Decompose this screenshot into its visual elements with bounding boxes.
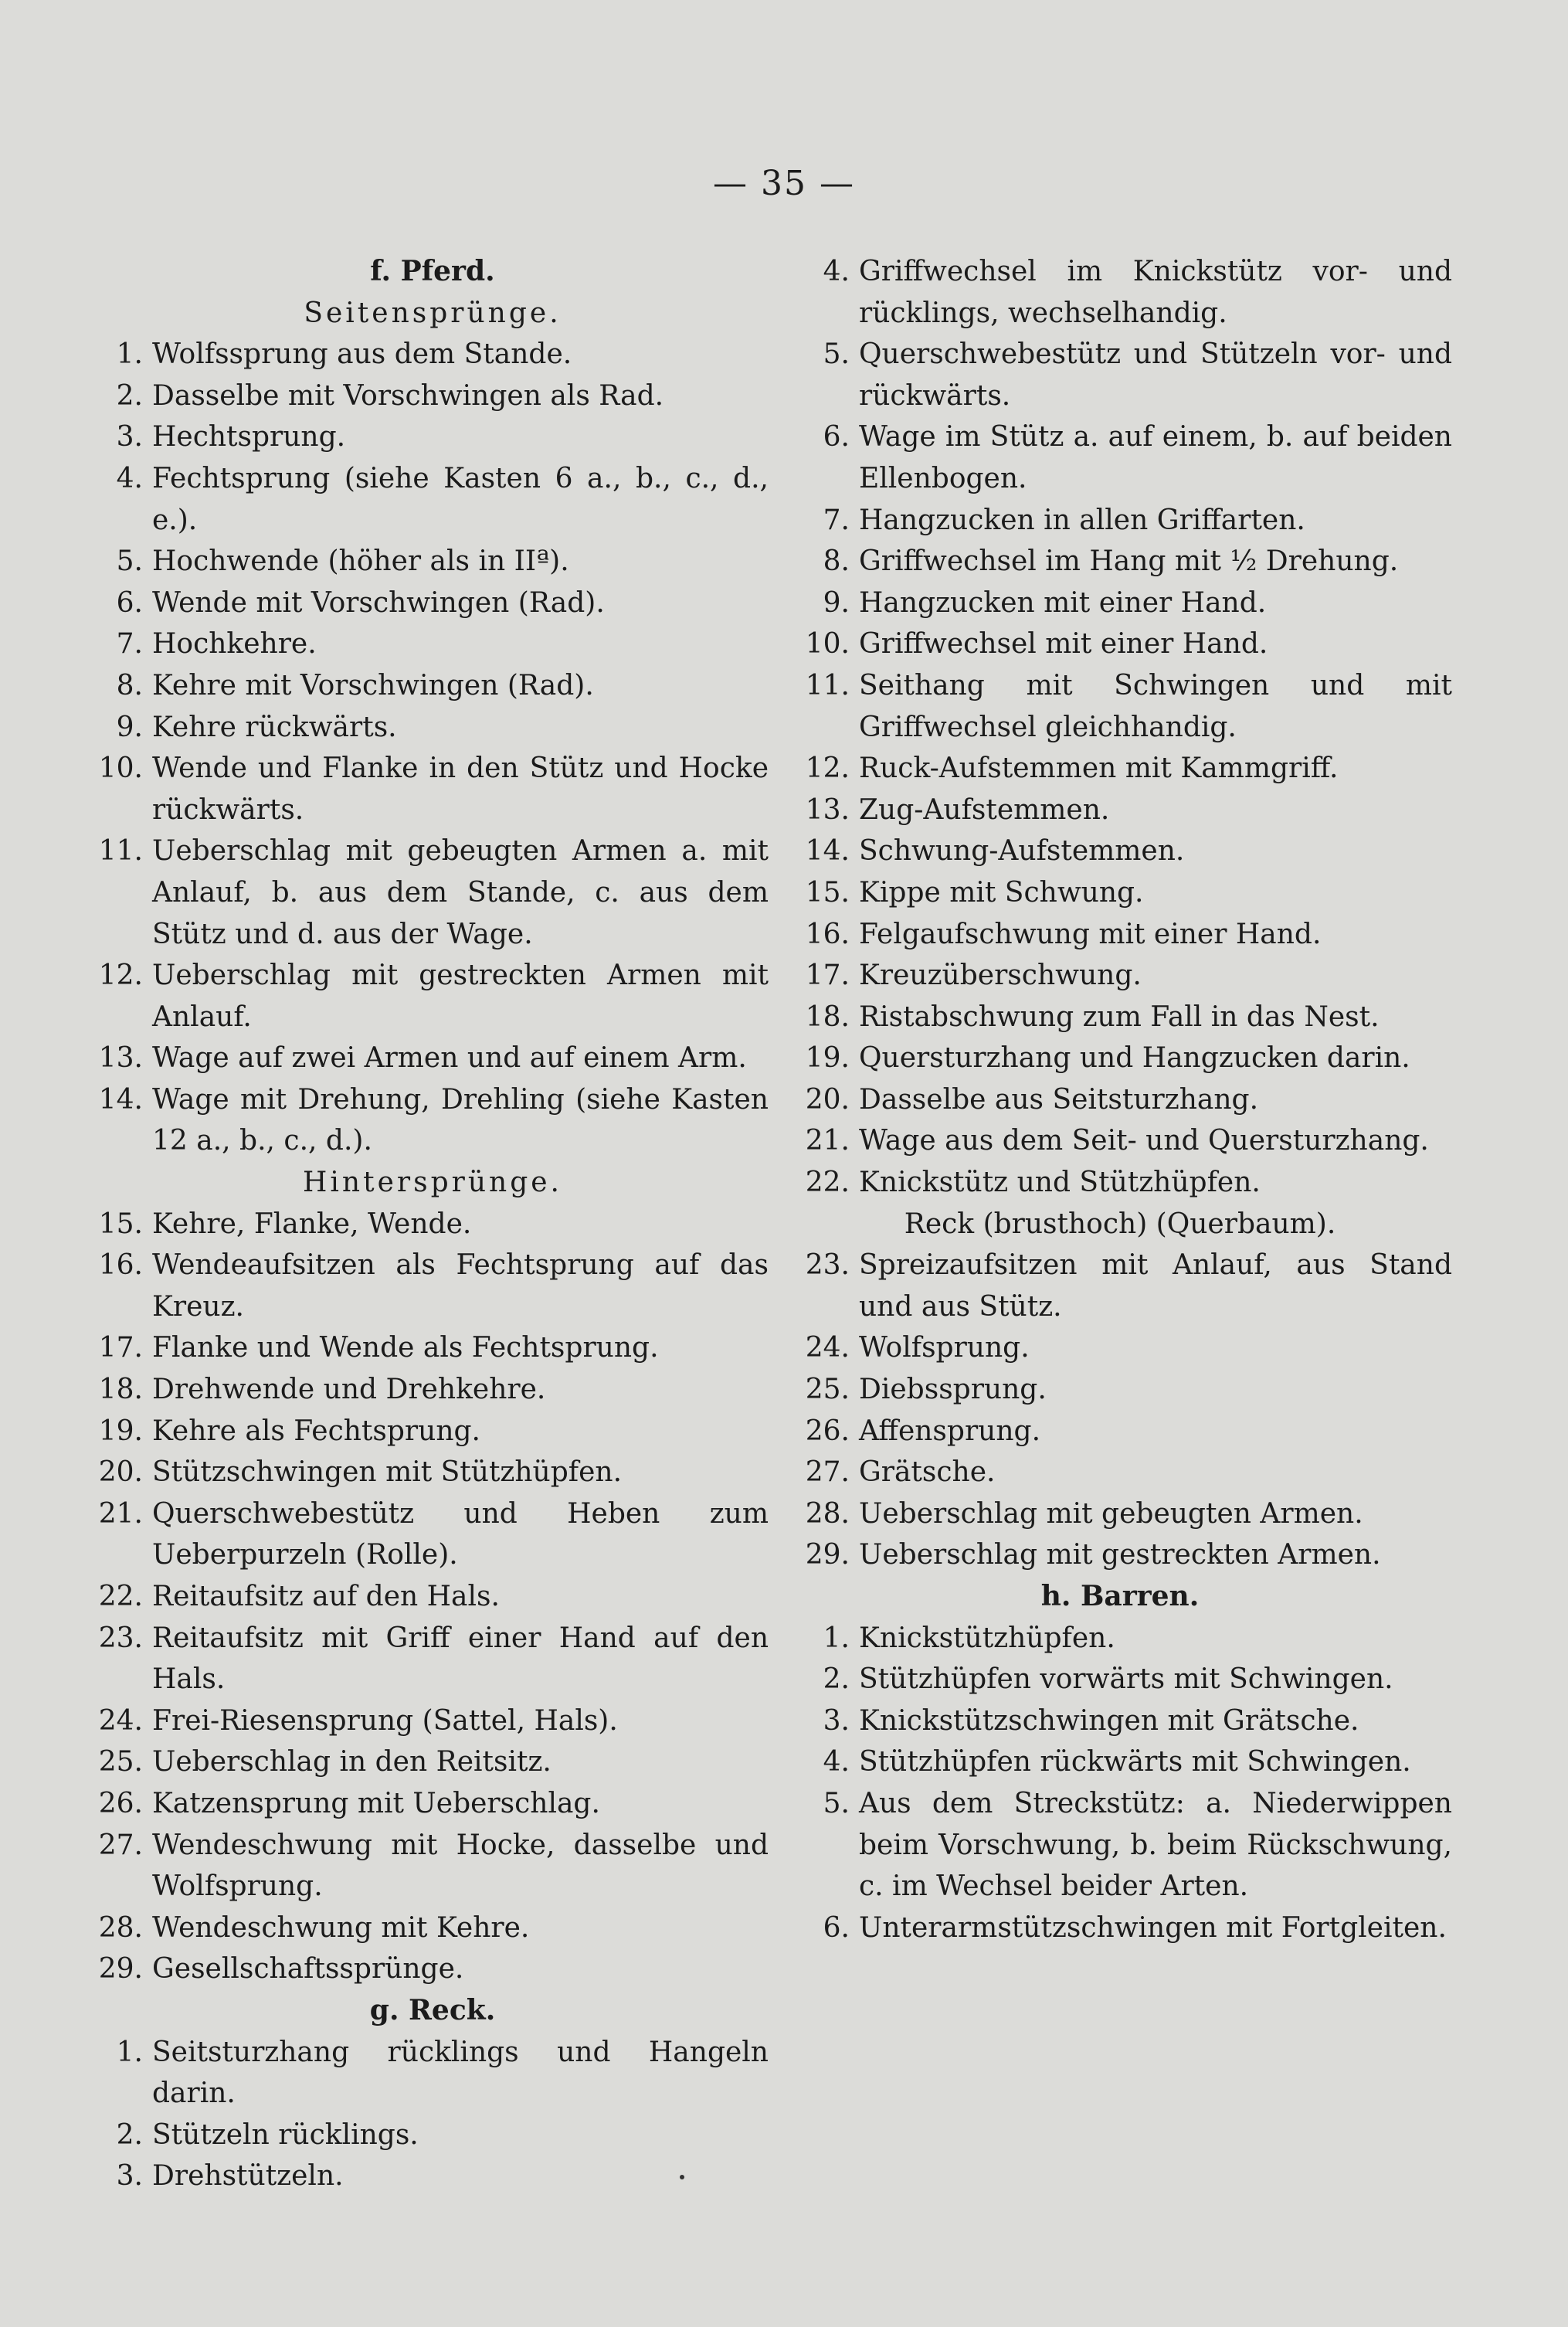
list-seitenspruenge xyxy=(97,334,769,1162)
item-number: 5. xyxy=(823,338,850,371)
list-item xyxy=(788,334,1452,416)
ink-dot xyxy=(680,2175,684,2179)
item-text: Seitsturzhang rücklings und Hangeln darin. xyxy=(152,2036,769,2110)
left-column xyxy=(97,251,769,2197)
item-number: 22. xyxy=(805,1167,850,1199)
item-number: 9. xyxy=(823,586,850,619)
item-number: 19. xyxy=(805,1042,850,1075)
list-item xyxy=(97,583,769,624)
item-number: 5. xyxy=(116,545,143,578)
list-item xyxy=(788,1907,1452,1949)
item-number: 14. xyxy=(98,1083,143,1116)
list-item xyxy=(97,458,769,541)
list-item xyxy=(788,955,1452,997)
item-number: 4. xyxy=(823,256,850,287)
item-text: Wage im Stütz a. auf einem, b. auf beiden Ellenbogen. xyxy=(859,421,1452,494)
list-item xyxy=(97,1948,769,1990)
item-number: 11. xyxy=(98,835,143,868)
list-item xyxy=(788,872,1452,914)
item-text: Fechtsprung (siehe Kasten 6 a., b., c., d., e.). xyxy=(152,462,769,536)
item-text: Ueberschlag in den Reitsitz. xyxy=(152,1746,552,1778)
item-number: 4. xyxy=(116,462,143,494)
item-number: 7. xyxy=(823,504,850,536)
list-item xyxy=(97,707,769,749)
list-item xyxy=(97,1700,769,1742)
list-item xyxy=(788,1493,1452,1535)
item-number: 28. xyxy=(805,1497,850,1530)
list-hinterspruenge xyxy=(97,1204,769,1990)
item-text: Hechtsprung. xyxy=(152,421,346,454)
item-text: Wage aus dem Seit- und Quersturzhang. xyxy=(859,1125,1429,1157)
list-item xyxy=(788,1369,1452,1411)
item-text: Zug-Aufstemmen. xyxy=(859,793,1110,826)
item-number: 3. xyxy=(823,1704,850,1737)
item-number: 18. xyxy=(98,1374,143,1406)
list-item xyxy=(97,541,769,583)
subheading-hinterspruenge: Hintersprünge. xyxy=(303,1167,562,1199)
list-item xyxy=(788,1038,1452,1079)
item-number: 15. xyxy=(98,1208,143,1240)
item-number: 13. xyxy=(805,793,850,826)
list-barren xyxy=(788,1618,1452,1949)
item-number: 22. xyxy=(98,1581,143,1612)
item-text: Ruck-Aufstemmen mit Kammgriff. xyxy=(859,752,1339,785)
item-number: 16. xyxy=(805,918,850,950)
item-text: Querschwebestütz und Stützeln vor- und rückwärts. xyxy=(859,338,1452,412)
list-item xyxy=(97,1783,769,1825)
item-number: 29. xyxy=(98,1953,143,1986)
item-number: 15. xyxy=(805,876,850,909)
item-text: Diebssprung. xyxy=(859,1374,1047,1406)
list-item xyxy=(97,1369,769,1411)
list-item xyxy=(788,665,1452,748)
item-text: Felgaufschwung mit einer Hand. xyxy=(859,918,1322,950)
item-text: Grätsche. xyxy=(859,1456,996,1489)
item-number: 9. xyxy=(116,711,143,743)
item-text: Aus dem Streckstütz: a. Niederwippen beim Vorschwung, b. beim Rückschwung, c. im Wechsel beider Arten. xyxy=(859,1787,1452,1903)
list-item xyxy=(97,1411,769,1452)
list-item xyxy=(788,914,1452,956)
item-text: Wendeschwung mit Kehre. xyxy=(152,1911,530,1944)
list-item xyxy=(788,1659,1452,1700)
item-text: Hangzucken in allen Griffarten. xyxy=(859,504,1305,536)
item-text: Ueberschlag mit gebeugten Armen. xyxy=(859,1497,1363,1530)
item-text: Dasselbe aus Seitsturzhang. xyxy=(859,1083,1259,1116)
item-number: 17. xyxy=(805,960,850,992)
list-item xyxy=(97,1452,769,1493)
item-text: Stützhüpfen vorwärts mit Schwingen. xyxy=(859,1663,1393,1696)
item-text: Wage auf zwei Armen und auf einem Arm. xyxy=(152,1042,747,1075)
item-text: Knickstütz und Stützhüpfen. xyxy=(859,1167,1261,1199)
item-number: 27. xyxy=(98,1829,143,1861)
item-text: Spreizaufsitzen mit Anlauf, aus Stand und aus Stütz. xyxy=(859,1249,1452,1323)
item-number: 1. xyxy=(116,2036,143,2068)
subheading-reck-brusthoch: Reck (brusthoch) (Querbaum). xyxy=(904,1208,1336,1240)
section-heading-barren: h. Barren. xyxy=(1040,1580,1200,1612)
item-number: 21. xyxy=(98,1497,143,1530)
item-number: 20. xyxy=(805,1083,850,1116)
item-text: Kippe mit Schwung. xyxy=(859,876,1144,909)
list-item xyxy=(788,541,1452,583)
section-heading-reck: g. Reck. xyxy=(369,1993,496,2026)
section-heading-pferd: f. Pferd. xyxy=(370,255,495,287)
item-text: Griffwechsel im Hang mit ½ Drehung. xyxy=(859,545,1399,578)
item-number: 16. xyxy=(98,1249,143,1282)
item-number: 1. xyxy=(116,338,143,371)
item-text: Kehre als Fechtsprung. xyxy=(152,1415,480,1447)
item-text: Gesellschaftssprünge. xyxy=(152,1953,464,1986)
list-item xyxy=(788,251,1452,334)
item-text: Kreuzüberschwung. xyxy=(859,960,1142,992)
item-number: 23. xyxy=(98,1622,143,1654)
list-item xyxy=(97,1576,769,1618)
list-item xyxy=(788,1618,1452,1659)
item-number: 10. xyxy=(98,752,143,785)
list-item xyxy=(788,748,1452,790)
item-text: Schwung-Aufstemmen. xyxy=(859,835,1185,868)
list-item xyxy=(97,1907,769,1949)
list-item xyxy=(97,748,769,831)
list-item xyxy=(97,831,769,955)
item-text: Drehstützeln. xyxy=(152,2160,344,2193)
item-text: Affensprung. xyxy=(859,1415,1041,1447)
list-item xyxy=(788,1700,1452,1742)
item-text: Drehwende und Drehkehre. xyxy=(152,1374,546,1406)
item-number: 28. xyxy=(98,1911,143,1944)
list-reck-continued xyxy=(788,251,1452,1204)
item-text: Knickstützhüpfen. xyxy=(859,1622,1115,1654)
list-item xyxy=(97,1038,769,1079)
item-text: Flanke und Wende als Fechtsprung. xyxy=(152,1332,659,1364)
item-number: 14. xyxy=(805,835,850,868)
list-item xyxy=(97,955,769,1038)
list-reck xyxy=(97,2032,769,2197)
item-text: Knickstützschwingen mit Grätsche. xyxy=(859,1704,1359,1737)
item-number: 25. xyxy=(98,1746,143,1778)
page-number: — 35 — xyxy=(713,164,855,203)
item-text: Stützschwingen mit Stützhüpfen. xyxy=(152,1456,623,1489)
item-text: Ueberschlag mit gebeugten Armen a. mit Anlauf, b. aus dem Stande, c. aus dem Stütz und d. aus der Wage. xyxy=(152,835,769,950)
list-item xyxy=(788,1162,1452,1204)
item-number: 6. xyxy=(823,1911,850,1944)
item-number: 5. xyxy=(823,1787,850,1819)
list-item xyxy=(97,1327,769,1369)
list-item xyxy=(788,1411,1452,1452)
item-number: 8. xyxy=(823,545,850,578)
item-number: 6. xyxy=(823,421,850,454)
item-number: 20. xyxy=(98,1456,143,1489)
item-text: Stützeln rücklings. xyxy=(152,2118,419,2151)
list-item xyxy=(788,1534,1452,1576)
item-text: Kehre rückwärts. xyxy=(152,711,397,743)
item-number: 12. xyxy=(98,960,143,992)
item-text: Reitaufsitz mit Griff einer Hand auf den Hals. xyxy=(152,1622,769,1696)
right-column xyxy=(788,251,1452,1948)
list-item xyxy=(788,831,1452,872)
item-text: Hangzucken mit einer Hand. xyxy=(859,586,1267,619)
list-item xyxy=(97,2115,769,2156)
list-item xyxy=(788,623,1452,665)
list-item xyxy=(788,1245,1452,1327)
item-number: 26. xyxy=(98,1787,143,1819)
item-text: Griffwechsel mit einer Hand. xyxy=(859,628,1268,661)
item-text: Reitaufsitz auf den Hals. xyxy=(152,1581,500,1612)
item-text: Quersturzhang und Hangzucken darin. xyxy=(859,1042,1410,1075)
item-number: 6. xyxy=(116,586,143,619)
item-number: 4. xyxy=(823,1746,850,1778)
list-item xyxy=(788,500,1452,542)
item-number: 18. xyxy=(805,1000,850,1033)
item-text: Ueberschlag mit gestreckten Armen. xyxy=(859,1539,1381,1571)
list-item xyxy=(97,1741,769,1783)
list-item xyxy=(97,334,769,375)
item-text: Unterarmstützschwingen mit Fortgleiten. xyxy=(859,1911,1447,1944)
item-number: 7. xyxy=(116,628,143,661)
item-number: 8. xyxy=(116,669,143,701)
item-text: Kehre mit Vorschwingen (Rad). xyxy=(152,669,594,701)
item-text: Kehre, Flanke, Wende. xyxy=(152,1208,472,1240)
item-number: 12. xyxy=(805,752,850,785)
list-item xyxy=(788,416,1452,499)
list-item xyxy=(97,416,769,458)
list-item xyxy=(788,1783,1452,1907)
item-number: 3. xyxy=(116,2160,143,2193)
list-item xyxy=(97,665,769,707)
item-text: Hochwende (höher als in IIª). xyxy=(152,545,569,578)
item-text: Hochkehre. xyxy=(152,628,317,661)
list-item xyxy=(788,1452,1452,1493)
item-number: 26. xyxy=(805,1415,850,1447)
list-item xyxy=(97,1493,769,1576)
item-text: Wolfssprung aus dem Stande. xyxy=(152,338,572,371)
item-text: Dasselbe mit Vorschwingen als Rad. xyxy=(152,379,664,412)
list-item xyxy=(788,1327,1452,1369)
list-item xyxy=(97,1245,769,1327)
item-number: 3. xyxy=(116,421,143,454)
item-number: 23. xyxy=(805,1249,850,1282)
item-text: Katzensprung mit Ueberschlag. xyxy=(152,1787,600,1819)
item-text: Wendeaufsitzen als Fechtsprung auf das Kreuz. xyxy=(152,1249,769,1323)
item-text: Wende und Flanke in den Stütz und Hocke rückwärts. xyxy=(152,752,769,826)
item-number: 2. xyxy=(116,379,143,412)
item-text: Wolfsprung. xyxy=(859,1332,1030,1364)
item-text: Wende mit Vorschwingen (Rad). xyxy=(152,586,605,619)
list-item xyxy=(97,1825,769,1907)
list-item xyxy=(97,2155,769,2197)
item-number: 10. xyxy=(805,628,850,661)
item-text: Griffwechsel im Knickstütz vor- und rücklings, wechselhandig. xyxy=(859,256,1452,329)
item-number: 2. xyxy=(116,2118,143,2151)
item-text: Frei-Riesensprung (Sattel, Hals). xyxy=(152,1704,618,1737)
list-item xyxy=(788,583,1452,624)
item-number: 1. xyxy=(823,1622,850,1654)
item-number: 11. xyxy=(805,669,850,701)
item-number: 24. xyxy=(98,1704,143,1737)
list-item xyxy=(97,1618,769,1700)
list-item xyxy=(97,623,769,665)
list-item xyxy=(97,1079,769,1162)
item-text: Querschwebestütz und Heben zum Ueberpurzeln (Rolle). xyxy=(152,1497,769,1571)
subheading-seitenspruenge: Seitensprünge. xyxy=(304,297,562,329)
item-text: Wendeschwung mit Hocke, dasselbe und Wolfsprung. xyxy=(152,1829,769,1903)
list-item xyxy=(97,2032,769,2115)
item-number: 21. xyxy=(805,1125,850,1157)
list-item xyxy=(788,790,1452,831)
list-item xyxy=(97,1204,769,1245)
item-text: Stützhüpfen rückwärts mit Schwingen. xyxy=(859,1746,1411,1778)
item-number: 13. xyxy=(98,1042,143,1075)
item-text: Wage mit Drehung, Drehling (siehe Kasten 12 a., b., c., d.). xyxy=(152,1083,769,1157)
item-text: Ueberschlag mit gestreckten Armen mit Anlauf. xyxy=(152,960,769,1033)
list-item xyxy=(788,1741,1452,1783)
item-text: Seithang mit Schwingen und mit Griffwechsel gleichhandig. xyxy=(859,669,1452,743)
list-item xyxy=(97,375,769,417)
item-number: 29. xyxy=(805,1539,850,1571)
item-number: 19. xyxy=(98,1415,143,1447)
list-item xyxy=(788,1079,1452,1121)
list-reck-brusthoch xyxy=(788,1245,1452,1576)
item-number: 2. xyxy=(823,1663,850,1696)
item-number: 24. xyxy=(805,1332,850,1364)
item-number: 17. xyxy=(98,1332,143,1364)
item-number: 27. xyxy=(805,1456,850,1489)
list-item xyxy=(788,997,1452,1038)
list-item xyxy=(788,1120,1452,1162)
item-number: 25. xyxy=(805,1374,850,1406)
item-text: Ristabschwung zum Fall in das Nest. xyxy=(859,1000,1380,1033)
